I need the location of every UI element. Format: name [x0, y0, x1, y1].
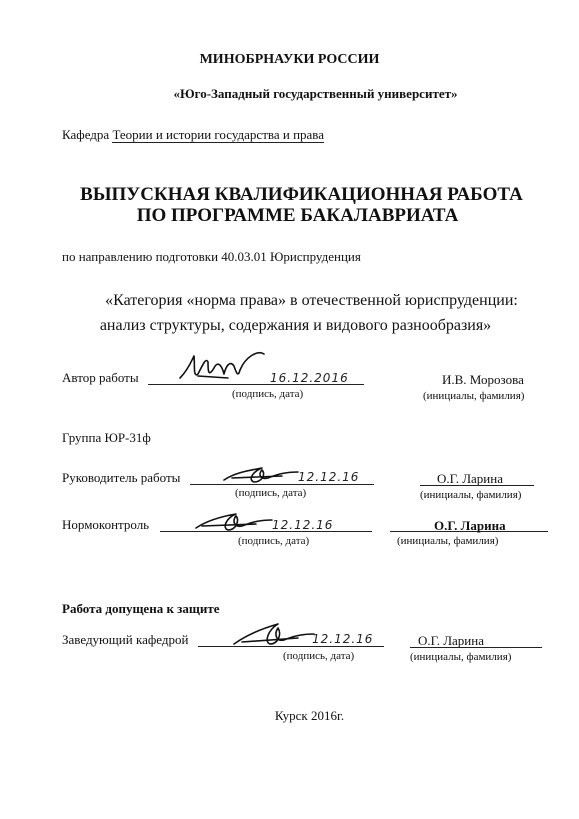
head-signature: [232, 616, 316, 652]
head-name-caption: (инициалы, фамилия): [410, 651, 512, 663]
author-label: Автор работы: [62, 370, 139, 385]
supervisor-name-line: [420, 485, 534, 486]
topic-line1: «Категория «норма права» в отечественной юриспруденции:: [105, 292, 518, 309]
head-sign-caption: (подпись, дата): [283, 650, 355, 662]
author-signature: [178, 348, 268, 388]
direction-line: по направлению подготовки 40.03.01 Юриспруденция: [62, 249, 361, 264]
head-name: О.Г. Ларина: [418, 633, 484, 648]
admitted-heading: Работа допущена к защите: [62, 601, 220, 616]
document-title-line2: ПО ПРОГРАММЕ БАКАЛАВРИАТА: [136, 205, 459, 226]
supervisor-sign-caption: (подпись, дата): [235, 487, 307, 499]
supervisor-date: 12.12.16: [298, 470, 360, 484]
normcontrol-signature: [194, 504, 274, 536]
supervisor-label: Руководитель работы: [62, 470, 181, 485]
department-line: [62, 127, 324, 143]
document-title-line1: ВЫПУСКНАЯ КВАЛИФИКАЦИОННАЯ РАБОТА: [80, 184, 523, 205]
supervisor-name-caption: (инициалы, фамилия): [420, 489, 522, 501]
author-sign-caption: (подпись, дата): [232, 388, 304, 400]
normcontrol-name: О.Г. Ларина: [434, 518, 506, 533]
normcontrol-sign-caption: (подпись, дата): [238, 535, 310, 547]
normcontrol-name-caption: (инициалы, фамилия): [397, 535, 499, 547]
ministry-heading: МИНОБРНАУКИ РОССИИ: [199, 52, 380, 67]
normcontrol-label: Нормоконтроль: [62, 517, 150, 532]
university-name: «Юго-Западный государственный университет»: [173, 86, 458, 101]
group-line: Группа ЮР-31ф: [62, 430, 151, 445]
department-prefix: Кафедра: [62, 127, 110, 142]
supervisor-name: О.Г. Ларина: [437, 471, 503, 486]
normcontrol-date: 12.12.16: [272, 518, 334, 532]
author-name-caption: (инициалы, фамилия): [423, 390, 525, 402]
supervisor-signature: [222, 458, 302, 488]
topic-line2: анализ структуры, содержания и видового разнообразия»: [99, 317, 492, 334]
author-date: 16.12.2016: [270, 371, 349, 385]
head-name-line: [410, 647, 542, 648]
head-label: Заведующий кафедрой: [62, 632, 189, 647]
department-name: Теории и истории государства и права: [112, 127, 325, 142]
head-date: 12.12.16: [312, 632, 374, 646]
place-year: Курск 2016г.: [274, 708, 345, 723]
author-name: И.В. Морозова: [442, 372, 524, 387]
